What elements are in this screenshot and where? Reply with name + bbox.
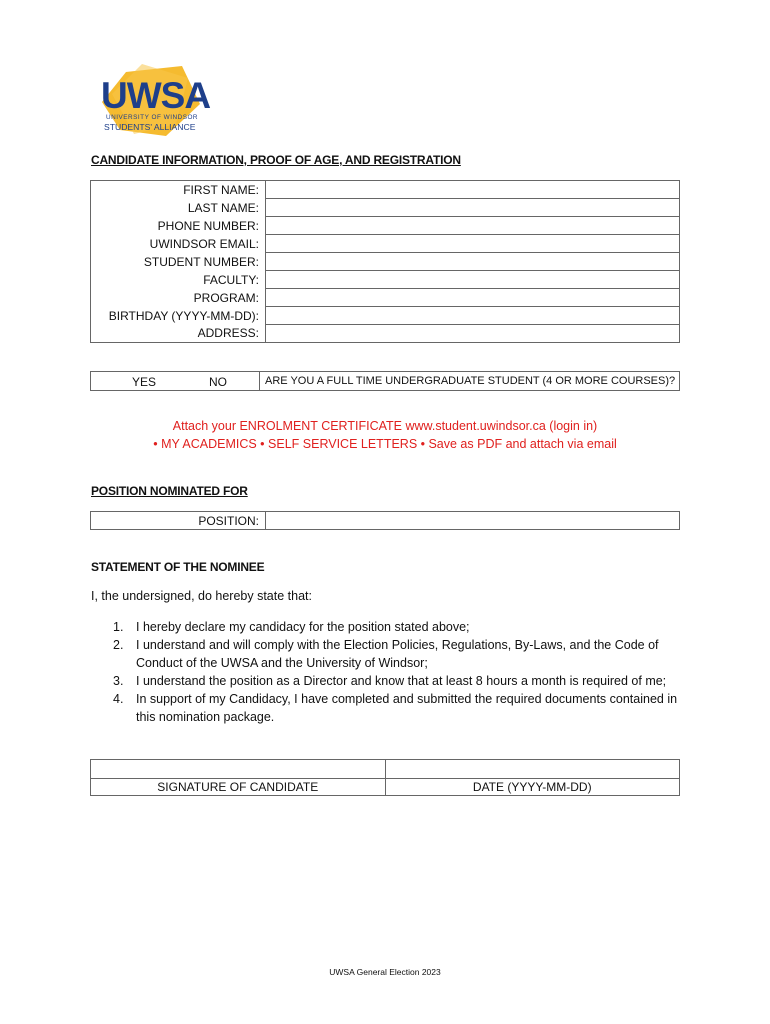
info-row — [91, 271, 680, 289]
info-row — [91, 181, 680, 199]
candidate-info-table — [90, 180, 680, 343]
field-label: ADDRESS: — [91, 325, 266, 343]
date-label: DATE (YYYY-MM-DD) — [385, 779, 680, 796]
logo-subtitle-2: STUDENTS' ALLIANCE — [104, 122, 196, 132]
fulltime-question: ARE YOU A FULL TIME UNDERGRADUATE STUDENT (4 OR MORE COURSES)? — [260, 372, 680, 391]
statement-number: 2. — [113, 638, 124, 652]
logo-wordmark: UWSA — [101, 75, 211, 116]
field-label: UWINDSOR EMAIL: — [91, 235, 266, 253]
field-label: LAST NAME: — [91, 199, 266, 217]
fulltime-question-table — [90, 371, 680, 391]
statement-item — [91, 690, 691, 726]
position-heading: POSITION NOMINATED FOR — [91, 484, 248, 498]
field-input[interactable] — [266, 289, 680, 307]
statement-number: 4. — [113, 692, 124, 706]
info-row — [91, 307, 680, 325]
field-input[interactable] — [266, 325, 680, 343]
statement-text: I understand and will comply with the Election Policies, Regulations, By-Laws, and the Code of Conduct of the UWSA and the University of Windsor; — [136, 638, 659, 670]
field-input[interactable] — [266, 235, 680, 253]
statement-number: 1. — [113, 620, 124, 634]
field-input[interactable] — [266, 217, 680, 235]
position-input[interactable] — [266, 512, 680, 530]
position-label: POSITION: — [91, 512, 266, 530]
statement-item — [91, 636, 691, 672]
position-table — [90, 511, 680, 530]
candidate-info-heading: CANDIDATE INFORMATION, PROOF OF AGE, AND REGISTRATION — [91, 153, 461, 167]
field-label: FACULTY: — [91, 271, 266, 289]
field-input[interactable] — [266, 199, 680, 217]
info-row — [91, 217, 680, 235]
field-input[interactable] — [266, 307, 680, 325]
field-label: FIRST NAME: — [91, 181, 266, 199]
logo-subtitle-1: UNIVERSITY OF WINDSOR — [106, 114, 199, 121]
statement-item — [91, 672, 691, 690]
field-label: PROGRAM: — [91, 289, 266, 307]
attach-instruction-2: • MY ACADEMICS • SELF SERVICE LETTERS • Save as PDF and attach via email — [153, 437, 617, 451]
statement-intro: I, the undersigned, do hereby state that: — [91, 589, 312, 603]
signature-table — [90, 759, 680, 796]
footer-text: UWSA General Election 2023 — [329, 967, 441, 977]
uwsa-logo — [96, 64, 212, 140]
signature-label: SIGNATURE OF CANDIDATE — [91, 779, 386, 796]
no-option[interactable]: NO — [209, 375, 227, 389]
field-label: STUDENT NUMBER: — [91, 253, 266, 271]
info-row — [91, 199, 680, 217]
field-input[interactable] — [266, 181, 680, 199]
field-input[interactable] — [266, 271, 680, 289]
statement-item — [91, 618, 691, 636]
statement-number: 3. — [113, 674, 124, 688]
statement-text: I understand the position as a Director and know that at least 8 hours a month is required of me; — [136, 674, 667, 688]
statement-list — [91, 618, 691, 726]
field-label: PHONE NUMBER: — [91, 217, 266, 235]
date-input[interactable] — [385, 760, 680, 779]
info-row — [91, 289, 680, 307]
statement-heading: STATEMENT OF THE NOMINEE — [91, 560, 265, 574]
statement-text: In support of my Candidacy, I have completed and submitted the required documents contained in this nomination package. — [136, 692, 678, 724]
info-row — [91, 325, 680, 343]
statement-text: I hereby declare my candidacy for the position stated above; — [136, 620, 470, 634]
info-row — [91, 235, 680, 253]
attach-instruction-1: Attach your ENROLMENT CERTIFICATE www.student.uwindsor.ca (login in) — [172, 419, 598, 433]
info-row — [91, 253, 680, 271]
yes-option[interactable]: YES — [132, 375, 157, 389]
signature-input[interactable] — [91, 760, 386, 779]
field-input[interactable] — [266, 253, 680, 271]
field-label: BIRTHDAY (YYYY-MM-DD): — [91, 307, 266, 325]
